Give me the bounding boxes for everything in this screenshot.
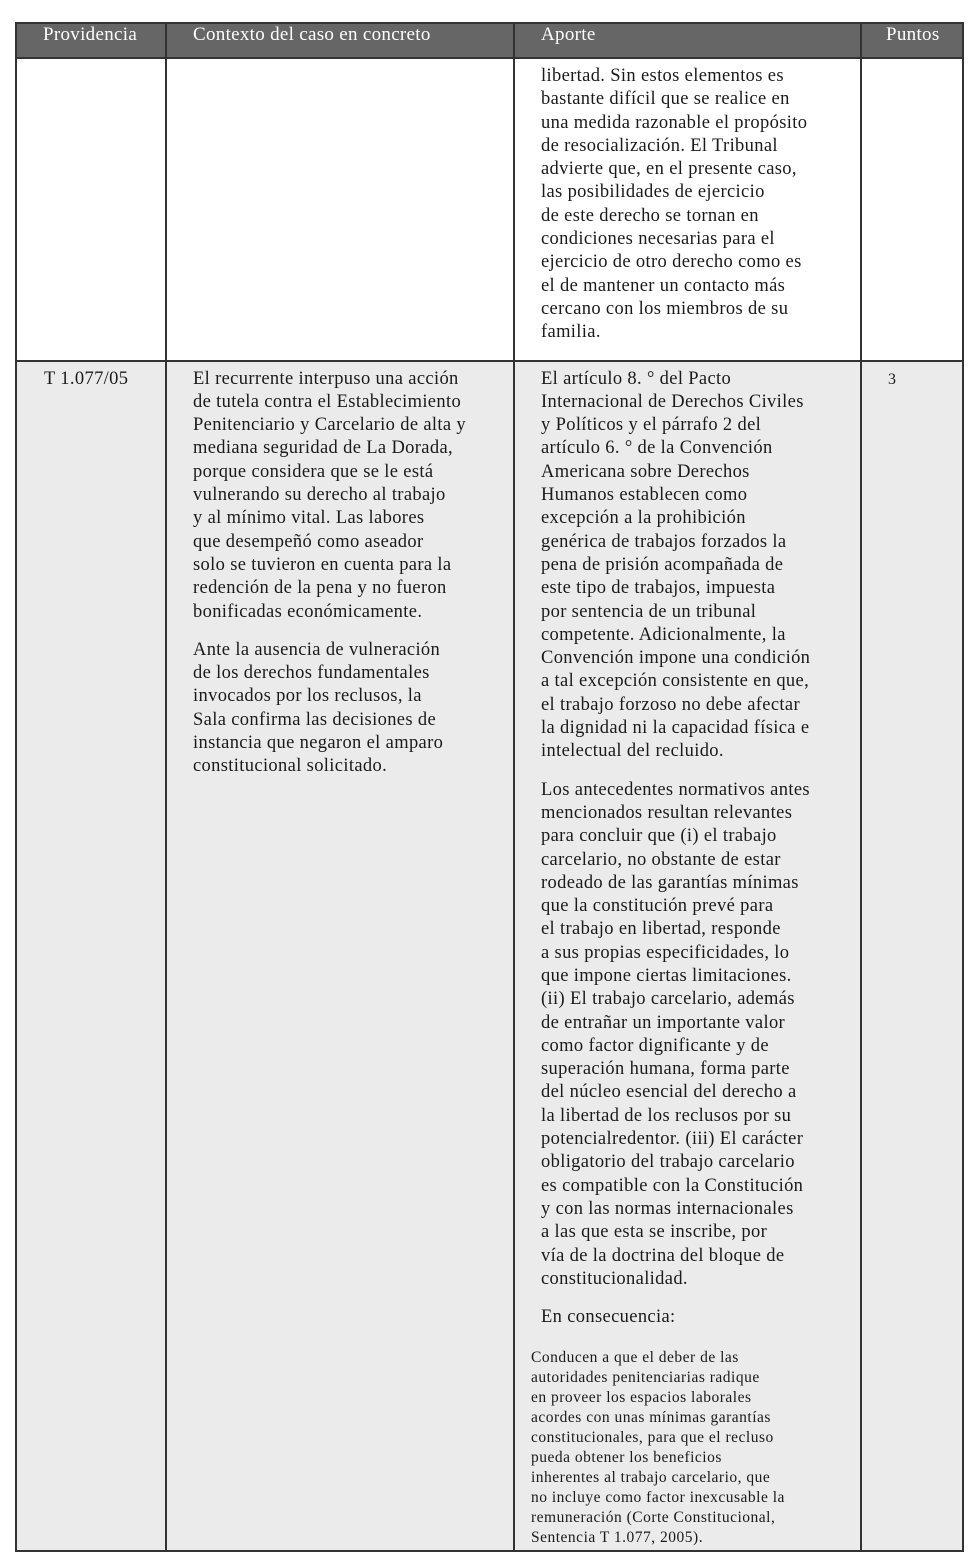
text-line: pena de prisión acompañada de [541, 554, 784, 575]
aporte-cell [514, 361, 861, 1551]
header-contexto: Contexto del caso en concreto [166, 23, 514, 58]
aporte-text [515, 59, 860, 345]
text-line: ejercicio de otro derecho como es [541, 252, 802, 273]
text-line: competente. Adicionalmente, la [541, 624, 786, 645]
contexto-cell [166, 58, 514, 361]
paragraph [541, 1306, 850, 1329]
text-line: este tipo de trabajos, impuesta [541, 578, 776, 599]
text-line: el trabajo en libertad, responde [541, 919, 781, 940]
paragraph [193, 368, 503, 624]
text-line: redención de la pena y no fueron [193, 578, 447, 599]
paragraph [193, 639, 503, 779]
text-line: Ante la ausencia de vulneración [193, 639, 441, 660]
text-line: para concluir que (i) el trabajo [541, 826, 777, 847]
text-line: familia. [541, 322, 601, 343]
text-line: Convención impone una condición [541, 648, 811, 669]
quote-line: pueda obtener los beneficios [531, 1449, 722, 1467]
text-line: Humanos establecen como [541, 485, 748, 506]
quote-line: Conducen a que el deber de las [531, 1349, 739, 1367]
text-line: En consecuencia: [541, 1307, 676, 1328]
text-line: libertad. Sin estos elementos es [541, 66, 784, 86]
text-line: carcelario, no obstante de estar [541, 849, 781, 870]
quote-line: no incluye como factor inexcusable la [531, 1489, 785, 1507]
text-line: a tal excepción consistente en que, [541, 671, 810, 692]
text-line: intelectual del recluido. [541, 741, 724, 762]
text-line: solo se tuvieron en cuenta para la [193, 554, 452, 575]
text-line: porque considera que se le está [193, 461, 434, 482]
text-line: potencialredentor. (iii) El carácter [541, 1129, 804, 1150]
text-line: excepción a la prohibición [541, 508, 746, 529]
text-line: de este derecho se tornan en [541, 205, 759, 226]
text-line: constitucional solicitado. [193, 756, 388, 777]
text-line: Penitenciario y Carcelario de alta y [193, 415, 467, 436]
aporte-text [515, 362, 860, 1330]
paragraph [541, 368, 850, 764]
text-line: que desempeñó como aseador [193, 531, 424, 552]
text-line: superación humana, forma parte [541, 1059, 790, 1080]
text-line: obligatorio del trabajo carcelario [541, 1152, 795, 1173]
contexto-text [167, 362, 513, 779]
text-line: que impone ciertas limitaciones. [541, 965, 792, 986]
quote-line: en proveer los espacios laborales [531, 1389, 752, 1407]
text-line: de los derechos fundamentales [193, 663, 430, 684]
text-line: genérica de trabajos forzados la [541, 531, 787, 552]
text-line: de resocialización. El Tribunal [541, 135, 778, 156]
text-line: de entrañar un importante valor [541, 1012, 786, 1033]
text-line: cercano con los miembros de su [541, 298, 789, 319]
block-quote [515, 1342, 860, 1548]
text-line: la dignidad ni la capacidad física e [541, 718, 810, 739]
table-header-row [16, 23, 963, 58]
providencia-cell [16, 58, 166, 361]
text-line: las posibilidades de ejercicio [541, 182, 765, 203]
text-line: una medida razonable el propósito [541, 112, 808, 133]
text-line: mencionados resultan relevantes [541, 802, 793, 823]
text-line: la libertad de los reclusos por su [541, 1105, 792, 1126]
text-line: invocados por los reclusos, la [193, 686, 422, 707]
text-line: a sus propias especificidades, lo [541, 942, 790, 963]
paragraph [541, 65, 850, 345]
text-line: a las que esta se inscribe, por [541, 1222, 768, 1243]
text-line: (ii) El trabajo carcelario, además [541, 989, 795, 1010]
providencia-value: T 1.077/05 [44, 368, 129, 389]
text-line: Internacional de Derechos Civiles [541, 391, 804, 412]
text-line: mediana seguridad de La Dorada, [193, 438, 453, 459]
header-puntos: Puntos [861, 23, 963, 58]
text-line: como factor dignificante y de [541, 1035, 769, 1056]
quote-line: autoridades penitenciarias radique [531, 1369, 760, 1387]
quote-line: inherentes al trabajo carcelario, que [531, 1469, 771, 1487]
contexto-cell [166, 361, 514, 1551]
text-line: El artículo 8. ° del Pacto [541, 368, 732, 389]
text-line: artículo 6. ° de la Convención [541, 438, 773, 459]
text-line: el de mantener un contacto más [541, 275, 786, 296]
providencia-cell [16, 361, 166, 1551]
puntos-value: 3 [888, 370, 897, 388]
text-line: condiciones necesarias para el [541, 229, 775, 250]
text-line: es compatible con la Constitución [541, 1175, 804, 1196]
quote-line: acordes con unas mínimas garantías [531, 1409, 771, 1427]
text-line: vulnerando su derecho al trabajo [193, 485, 446, 506]
text-line: vía de la doctrina del bloque de [541, 1245, 785, 1266]
quote-line: Sentencia T 1.077, 2005). [531, 1529, 704, 1547]
text-line: El recurrente interpuso una acción [193, 368, 459, 389]
text-line: Sala confirma las decisiones de [193, 709, 437, 730]
text-line: Los antecedentes normativos antes [541, 779, 810, 800]
text-line: Americana sobre Derechos [541, 461, 750, 482]
text-line: y al mínimo vital. Las labores [193, 508, 425, 529]
quote-line: constitucionales, para que el recluso [531, 1429, 774, 1447]
header-aporte: Aporte [514, 23, 861, 58]
table-row [16, 361, 963, 1551]
text-line: constitucionalidad. [541, 1268, 688, 1289]
text-line: bonificadas económicamente. [193, 601, 423, 622]
text-line: que la constitución prevé para [541, 896, 774, 917]
text-line: y Políticos y el párrafo 2 del [541, 415, 762, 436]
header-providencia: Providencia [16, 23, 166, 58]
text-line: instancia que negaron el amparo [193, 733, 444, 754]
text-line: por sentencia de un tribunal [541, 601, 757, 622]
puntos-cell [861, 58, 963, 361]
text-line: de tutela contra el Establecimiento [193, 391, 462, 412]
text-line: rodeado de las garantías mínimas [541, 872, 799, 893]
text-line: del núcleo esencial del derecho a [541, 1082, 797, 1103]
quote-line: remuneración (Corte Constitucional, [531, 1509, 776, 1527]
aporte-cell [514, 58, 861, 361]
puntos-cell [861, 361, 963, 1551]
paragraph [541, 779, 850, 1292]
text-line: advierte que, en el presente caso, [541, 159, 797, 180]
text-line: bastante difícil que se realice en [541, 89, 790, 110]
jurisprudence-table [15, 22, 964, 1552]
text-line: y con las normas internacionales [541, 1198, 794, 1219]
table-row [16, 58, 963, 361]
text-line: el trabajo forzoso no debe afectar [541, 694, 800, 715]
